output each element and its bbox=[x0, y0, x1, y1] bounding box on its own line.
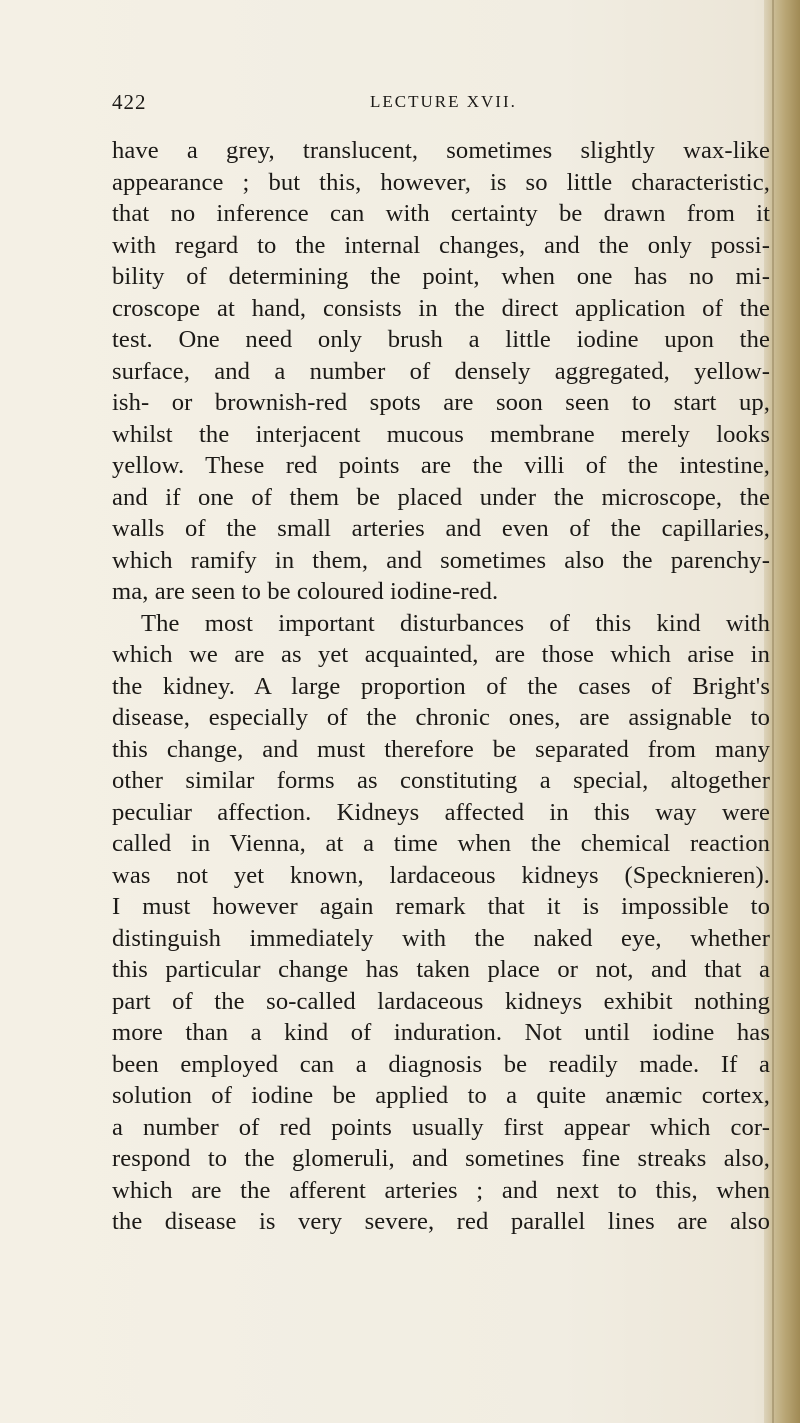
text-line: this particular change has taken place or not, and that a bbox=[112, 956, 770, 983]
text-line: a number of red points usually first appear which cor- bbox=[112, 1113, 770, 1141]
text-line: was not yet known, lardaceous kidneys (Specknieren). bbox=[112, 861, 770, 889]
page-number: 422 bbox=[112, 90, 147, 114]
text-line: whilst the interjacent mucous membrane merely looks bbox=[112, 420, 770, 448]
text-line: distinguish immediately with the naked eye, whether bbox=[112, 924, 770, 952]
text-line: peculiar affection. Kidneys affected in this way were bbox=[112, 798, 770, 826]
text-line: have a grey, translucent, sometimes slightly wax-like bbox=[112, 137, 770, 164]
page-header bbox=[112, 90, 752, 124]
text-line: bility of determining the point, when one has no mi- bbox=[112, 263, 770, 290]
text-line: walls of the small arteries and even of the capillaries, bbox=[112, 515, 770, 542]
text-line: and if one of them be placed under the microscope, the bbox=[112, 483, 770, 511]
text-line: test. One need only brush a little iodine upon the bbox=[112, 326, 770, 353]
text-line: appearance ; but this, however, is so little characteristic, bbox=[112, 168, 770, 196]
text-line: which ramify in them, and sometimes also the parenchy- bbox=[112, 546, 770, 574]
text-line: other similar forms as constituting a special, altogether bbox=[112, 767, 770, 794]
text-line: that no inference can with certainty be drawn from it bbox=[112, 200, 770, 227]
text-line: ish- or brownish-red spots are soon seen to start up, bbox=[112, 389, 770, 416]
text-line: surface, and a number of densely aggregated, yellow- bbox=[112, 357, 770, 385]
text-line-paragraph-start: The most important disturbances of this kind with bbox=[141, 609, 770, 637]
text-line: the disease is very severe, red parallel lines are also bbox=[112, 1208, 770, 1235]
running-head: LECTURE XVII. bbox=[370, 92, 517, 111]
text-line: with regard to the internal changes, and the only possi- bbox=[112, 231, 770, 259]
text-line: called in Vienna, at a time when the chemical reaction bbox=[112, 830, 770, 857]
text-line: I must however again remark that it is impossible to bbox=[112, 893, 770, 920]
text-line: respond to the glomeruli, and sometines fine streaks also, bbox=[112, 1145, 770, 1172]
text-line: solution of iodine be applied to a quite anæmic cortex, bbox=[112, 1082, 770, 1109]
text-line: this change, and must therefore be separated from many bbox=[112, 735, 770, 763]
text-line: part of the so-called lardaceous kidneys exhibit nothing bbox=[112, 987, 770, 1015]
body-text bbox=[112, 135, 770, 1238]
text-line: yellow. These red points are the villi of the intestine, bbox=[112, 452, 770, 479]
text-line: croscope at hand, consists in the direct application of the bbox=[112, 294, 770, 322]
text-line: the kidney. A large proportion of the cases of Bright's bbox=[112, 672, 770, 700]
text-line: more than a kind of induration. Not until iodine has bbox=[112, 1019, 770, 1046]
text-line: disease, especially of the chronic ones, are assignable to bbox=[112, 704, 770, 731]
text-line-paragraph-end: ma, are seen to be coloured iodine-red. bbox=[112, 578, 499, 605]
page-edge-line bbox=[772, 0, 774, 1423]
text-line: been employed can a diagnosis be readily made. If a bbox=[112, 1050, 770, 1078]
text-line: which are the afferent arteries ; and next to this, when bbox=[112, 1176, 770, 1204]
text-line: which we are as yet acquainted, are those which arise in bbox=[112, 641, 770, 668]
